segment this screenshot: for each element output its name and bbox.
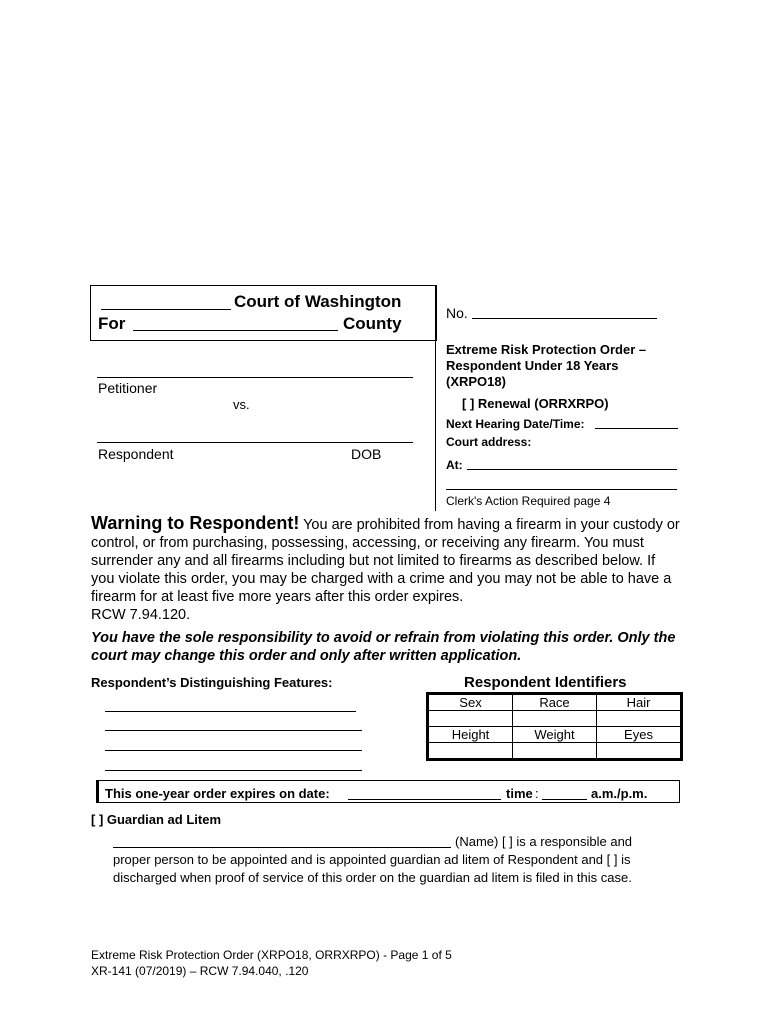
identifiers-value-row-1 <box>428 711 682 727</box>
distinguishing-features-label: Respondent’s Distinguishing Features: <box>91 675 333 690</box>
expiry-date-label: This one-year order expires on date: <box>105 786 330 801</box>
order-title: Extreme Risk Protection Order – Respondent Under 18 Years (XRPO18) <box>446 342 647 389</box>
petitioner-name-line[interactable] <box>97 377 413 378</box>
court-of-washington-label: Court of Washington <box>234 292 402 311</box>
height-header: Height <box>428 727 513 743</box>
warning-text: You are prohibited from having a firearm in your custody or control, or from purchasing, possessing, accessing, or receiving any firearm. You must surrender any and all firearms including but not limited to firearms as described below. If you violate this order, you may be charged with a crime and you may not be able to have a firearm for at least five more years after this order expires. <box>91 517 680 605</box>
clerk-action-note: Clerk's Action Required page 4 <box>446 494 611 508</box>
case-number-blank[interactable] <box>472 318 657 319</box>
caption-divider <box>435 285 436 511</box>
hair-value[interactable] <box>597 711 682 727</box>
vs-label: vs. <box>233 397 250 412</box>
court-name-blank[interactable] <box>101 309 231 310</box>
dob-label: DOB <box>351 446 382 462</box>
guardian-line-3: discharged when proof of service of this order on the guardian ad litem is filed in this case. <box>113 870 632 885</box>
hair-header: Hair <box>597 694 682 711</box>
warning-paragraph <box>91 514 681 606</box>
footer-form-number: XR-141 (07/2019) – RCW 7.94.040, .120 <box>91 964 309 978</box>
guardian-line-2: proper person to be appointed and is appointed guardian ad litem of Respondent and [ ] is <box>113 852 631 867</box>
identifiers-header-row-2 <box>428 727 682 743</box>
petitioner-label: Petitioner <box>98 380 158 396</box>
identifiers-value-row-2 <box>428 743 682 760</box>
court-address-label: Court address: <box>446 435 532 449</box>
time-colon: : <box>535 786 539 801</box>
respondent-identifiers-title: Respondent Identifiers <box>464 674 627 691</box>
ampm-label: a.m./p.m. <box>591 786 648 801</box>
guardian-ad-litem-checkbox[interactable]: [ ] Guardian ad Litem <box>91 812 222 827</box>
for-label: For <box>98 314 126 333</box>
identifiers-header-row-1 <box>428 694 682 711</box>
sex-header: Sex <box>428 694 513 711</box>
features-line-1[interactable] <box>105 711 356 712</box>
at-label: At: <box>446 458 463 472</box>
identifiers-table <box>426 692 683 761</box>
county-label: County <box>343 314 402 333</box>
renewal-checkbox[interactable]: [ ] Renewal (ORRXRPO) <box>462 396 609 411</box>
guardian-line-1: (Name) [ ] is a responsible and <box>455 834 633 849</box>
features-line-2[interactable] <box>105 730 362 731</box>
weight-header: Weight <box>513 727 597 743</box>
expiry-time-label: time <box>506 786 533 801</box>
county-blank[interactable] <box>133 330 338 331</box>
court-address-line1[interactable] <box>467 469 677 470</box>
race-value[interactable] <box>513 711 597 727</box>
eyes-header: Eyes <box>597 727 682 743</box>
height-value[interactable] <box>428 743 513 760</box>
warning-heading: Warning to Respondent! <box>91 513 300 533</box>
expiry-time-blank[interactable] <box>542 799 587 800</box>
weight-value[interactable] <box>513 743 597 760</box>
respondent-name-line[interactable] <box>97 442 413 443</box>
expiry-date-blank[interactable] <box>348 799 501 800</box>
respondent-label: Respondent <box>98 446 174 462</box>
sex-value[interactable] <box>428 711 513 727</box>
responsibility-statement: You have the sole responsibility to avoid or refrain from violating this order. Only the court may change this order and only after written application. <box>91 630 676 664</box>
rcw-reference: RCW 7.94.120. <box>91 607 191 623</box>
features-line-4[interactable] <box>105 770 362 771</box>
guardian-name-blank[interactable] <box>113 847 451 848</box>
eyes-value[interactable] <box>597 743 682 760</box>
race-header: Race <box>513 694 597 711</box>
features-line-3[interactable] <box>105 750 362 751</box>
footer-form-title: Extreme Risk Protection Order (XRPO18, ORRXRPO) - Page 1 of 5 <box>91 948 452 962</box>
next-hearing-blank[interactable] <box>595 428 678 429</box>
case-number-label: No. <box>446 305 468 321</box>
court-address-line2[interactable] <box>446 489 677 490</box>
next-hearing-label: Next Hearing Date/Time: <box>446 417 585 431</box>
